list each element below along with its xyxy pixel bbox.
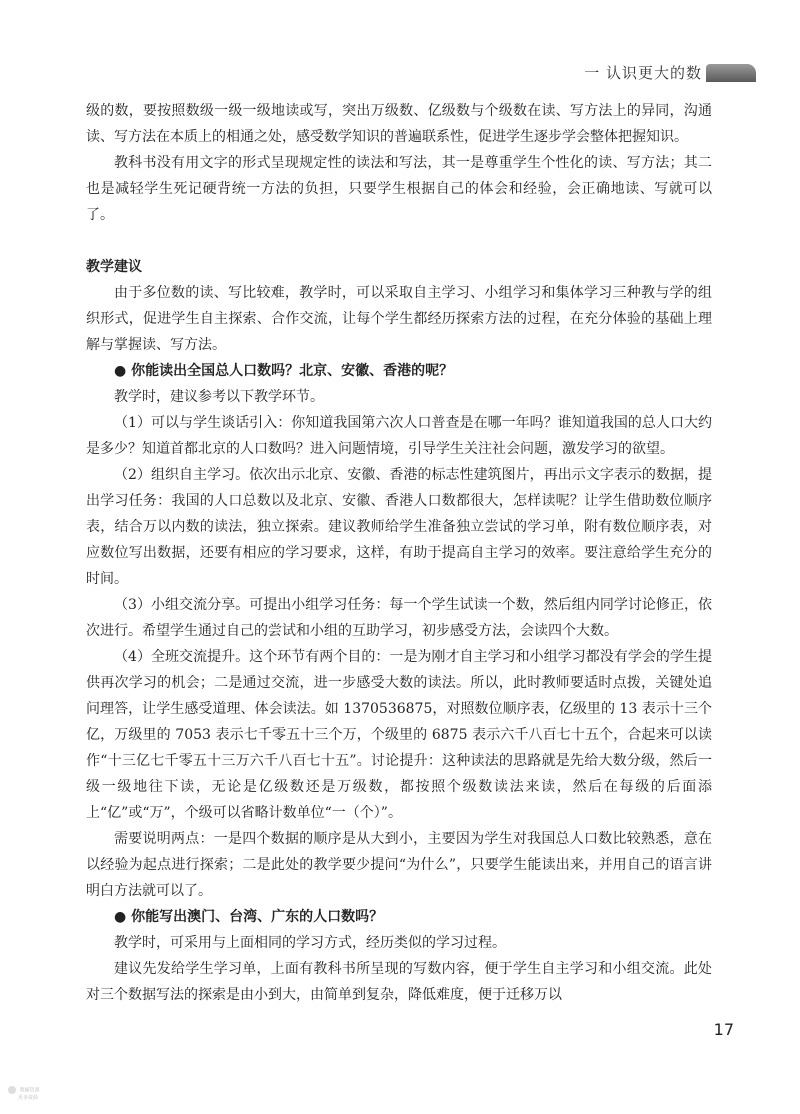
page-header <box>0 58 800 88</box>
body-text <box>86 98 712 1008</box>
watermark-icon <box>8 1086 16 1094</box>
corner-watermark <box>8 1086 40 1102</box>
paragraph-continued: 级的数，要按照数级一级一级地读或写，突出万级数、亿级数与个级数在读、写方法上的异同，沟通读、写方法在本质上的相通之处，感受数学知识的普遍联系性，促进学生逐步学会整体把握知识。 <box>86 103 712 145</box>
spacer <box>86 228 712 254</box>
watermark-line-2: 更多资源 <box>18 1094 39 1101</box>
bullet-intro-1: 教学时，建议参考以下教学环节。 <box>114 389 324 405</box>
teaching-step-1: （1）可以与学生谈话引入：你知道我国第六次人口普查是在哪一年吗？谁知道我国的总人口大约是多少？知道首都北京的人口数吗？进入问题情境，引导学生关注社会问题，激发学习的欲望。 <box>86 415 712 457</box>
section-heading: 教学建议 <box>86 259 142 275</box>
section-intro: 由于多位数的读、写比较难，教学时，可以采取自主学习、小组学习和集体学习三种教与学的组织形式，促进学生自主探索、合作交流，让每个学生都经历探索方法的过程，在充分体验的基础上理解与掌握读、写方法。 <box>86 285 712 353</box>
teaching-step-2: （2）组织自主学习。依次出示北京、安徽、香港的标志性建筑图片，再出示文字表示的数据，提出学习任务：我国的人口总数以及北京、安徽、香港人口数都很大，怎样读呢？让学生借助数位顺序表，结合万以内数的读法，独立探索。建议教师给学生准备独立尝试的学习单，附有数位顺序表，对应数位写出数据，还要有相应的学习要求，这样，有助于提高自主学习的效率。要注意给学生充分的时间。 <box>86 467 712 587</box>
paragraph: 教科书没有用文字的形式呈现规定性的读法和写法，其一是尊重学生个性化的读、写方法；其二也是减轻学生死记硬背统一方法的负担，只要学生根据自己的体会和经验，会正确地读、写就可以了。 <box>86 155 712 223</box>
page-number: 17 <box>713 1020 734 1039</box>
last-paragraph: 建议先发给学生学习单，上面有教科书所呈现的写数内容，便于学生自主学习和小组交流。此处对三个数据写法的探索是由小到大，由简单到复杂，降低难度，便于迁移万以 <box>86 961 712 1003</box>
watermark-line-1: 教辅资源 <box>19 1087 40 1094</box>
teaching-step-3: （3）小组交流分享。可提出小组学习任务：每一个学生试读一个数，然后组内同学讨论修正，依次进行。希望学生通过自己的尝试和小组的互助学习，初步感受方法，会读四个大数。 <box>86 597 712 639</box>
bullet-intro-2: 教学时，可采用与上面相同的学习方式，经历类似的学习过程。 <box>114 935 506 951</box>
chapter-tab-decoration <box>706 64 756 82</box>
bullet-question-2: ● 你能写出澳门、台湾、广东的人口数吗？ <box>114 909 384 925</box>
bullet-question-1: ● 你能读出全国总人口数吗？北京、安徽、香港的呢？ <box>114 363 454 379</box>
teaching-step-4: （4）全班交流提升。这个环节有两个目的：一是为刚才自主学习和小组学习都没有学会的学生提供再次学习的机会；二是通过交流，进一步感受大数的读法。所以，此时教师要适时点拨，关键处追问理答，让学生感受道理、体会读法。如 1370536875，对照数位顺序表，亿级里的 13 表示十三个亿，万级里的 7053 表示七千零五十三个万，个级里的 6875 表示六千八百七十五个，合起来可以读作“十三亿七千零五十三万六千八百七十五”。讨论提升：这种读法的思路就是先给大数分级，然后一级一级地往下读，无论是亿级数还是万级数，都按照个级数读法来读，然后在每级的后面添上“亿”或“万”，个级可以省略计数单位“一（个）”。 <box>86 649 712 821</box>
chapter-title: 一 认识更大的数 <box>584 64 702 82</box>
note-paragraph: 需要说明两点：一是四个数据的顺序是从大到小，主要因为学生对我国总人口数比较熟悉，意在以经验为起点进行探索；二是此处的教学要少提问“为什么”，只要学生能读出来，并用自己的语言讲明白方法就可以了。 <box>86 831 712 899</box>
